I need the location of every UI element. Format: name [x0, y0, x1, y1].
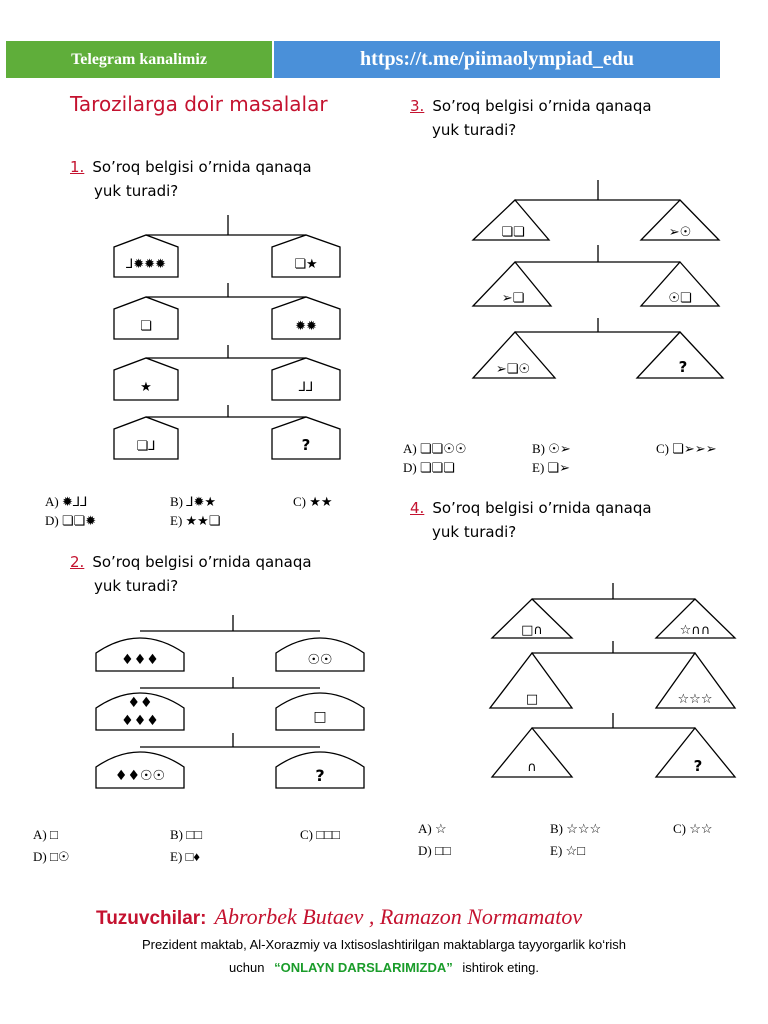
q1-scale4-left-load: ❏⅃: [136, 439, 156, 454]
q2-scale1-right-load: ☉☉: [307, 652, 333, 668]
q4-answer-d[interactable]: D) □□: [418, 843, 451, 858]
q3-scale3-right-load: ?: [678, 358, 688, 376]
q1-scale2-right-load: ✹✹: [295, 319, 317, 334]
q2-answer-e[interactable]: E) □♦: [170, 849, 201, 864]
footer-line-1: Prezident maktab, Al-Xorazmiy va Ixtisoslashtirilgan maktablarga tayyorgarlik ko‘rish: [141, 937, 627, 952]
question-number: 2.: [70, 553, 85, 571]
footer-line-2: uchun “ONLAYN DARSLARIMIZDA” ishtirok eting.: [229, 960, 539, 975]
question-1-diagram: [100, 215, 360, 465]
q3-scale2-left-load: ➢❏: [501, 291, 525, 306]
q3-answer-e[interactable]: E) ❏➢: [532, 460, 571, 475]
q2-scale3-left-load: ♦♦☉☉: [114, 768, 166, 784]
telegram-link[interactable]: https://t.me/piimaolympiad_edu: [274, 41, 720, 78]
q4-scale1-right-load: ☆∩∩: [679, 623, 711, 638]
q2-answer-c[interactable]: C) □□□: [300, 827, 340, 842]
question-2-diagram: [90, 615, 380, 795]
q4-answer-b[interactable]: B) ☆☆☆: [550, 821, 602, 836]
q1-scale2-left-load: ❏: [140, 319, 152, 334]
q1-scale1-left-load: ⅃✹✹✹: [126, 257, 166, 272]
q3-answer-a[interactable]: A) ❏❏☉☉: [403, 441, 467, 456]
question-number: 4.: [410, 499, 425, 517]
q2-answer-b[interactable]: B) □□: [170, 827, 202, 842]
q1-answer-a[interactable]: A) ✹⅃⅃: [45, 494, 88, 509]
q2-scale2-left-load: ♦♦♦: [121, 713, 159, 729]
question-4-title: 4. So’roq belgisi o’rnida qanaqa yuk turadi?: [410, 499, 652, 541]
q1-scale1-right-load: ❏★: [294, 257, 318, 272]
question-3-diagram: [465, 180, 735, 380]
q4-answer-e[interactable]: E) ☆□: [550, 843, 586, 858]
authors-label: Tuzuvchilar:: [96, 908, 207, 929]
q4-scale1-left-load: □∩: [521, 623, 543, 638]
question-4-diagram: [480, 583, 750, 783]
q2-scale1-left-load: ♦♦♦: [121, 652, 159, 668]
q1-answer-e[interactable]: E) ★★❏: [170, 513, 221, 528]
q4-answer-c[interactable]: C) ☆☆: [673, 821, 713, 836]
q3-scale1-left-load: ❏❏: [501, 225, 525, 240]
q1-scale3-left-load: ★: [140, 380, 152, 395]
q2-scale2-right-load: □: [313, 709, 327, 725]
page-title: Tarozilarga doir masalalar: [70, 92, 328, 116]
q1-answer-b[interactable]: B) ⅃✹★: [170, 494, 217, 509]
q3-answer-b[interactable]: B) ☉➢: [532, 441, 571, 456]
q4-answer-a[interactable]: A) ☆: [418, 821, 447, 836]
question-number: 3.: [410, 97, 425, 115]
question-2-title: 2. So’roq belgisi o’rnida qanaqa yuk turadi?: [70, 553, 312, 595]
q3-scale1-right-load: ➢☉: [668, 225, 692, 240]
q1-answer-c[interactable]: C) ★★: [293, 494, 333, 509]
q2-scale2-left-top-load: ♦♦: [127, 695, 153, 711]
q3-scale3-left-load: ➢❏☉: [495, 362, 531, 377]
telegram-label: Telegram kanalimiz: [6, 41, 272, 78]
authors-line: [96, 904, 582, 930]
q3-answer-c[interactable]: C) ❏➢➢➢: [656, 441, 717, 456]
q4-scale2-right-load: ☆☆☆: [677, 692, 713, 707]
question-number: 1.: [70, 158, 85, 176]
question-1-title: 1. So’roq belgisi o’rnida qanaqa yuk turadi?: [70, 158, 312, 200]
authors-names: Abrorbek Butaev , Ramazon Normamatov: [214, 904, 583, 929]
q3-scale2-right-load: ☉❏: [668, 291, 692, 306]
q4-scale3-right-load: ?: [693, 757, 703, 775]
footer-highlight: “ONLAYN DARSLARIMIZDA”: [274, 960, 453, 975]
q3-answer-d[interactable]: D) ❏❏❏: [403, 460, 455, 475]
q1-answer-d[interactable]: D) ❏❏✹: [45, 513, 97, 528]
q1-scale4-right-load: ?: [301, 436, 311, 454]
q4-scale3-left-load: ∩: [527, 760, 537, 775]
q1-scale3-right-load: ⅃⅃: [298, 380, 314, 395]
question-3-title: 3. So’roq belgisi o’rnida qanaqa yuk turadi?: [410, 97, 652, 139]
q2-scale3-right-load: ?: [315, 766, 325, 785]
q4-scale2-left-load: □: [525, 692, 539, 707]
q2-answer-a[interactable]: A) □: [33, 827, 58, 842]
q2-answer-d[interactable]: D) □☉: [33, 849, 70, 864]
